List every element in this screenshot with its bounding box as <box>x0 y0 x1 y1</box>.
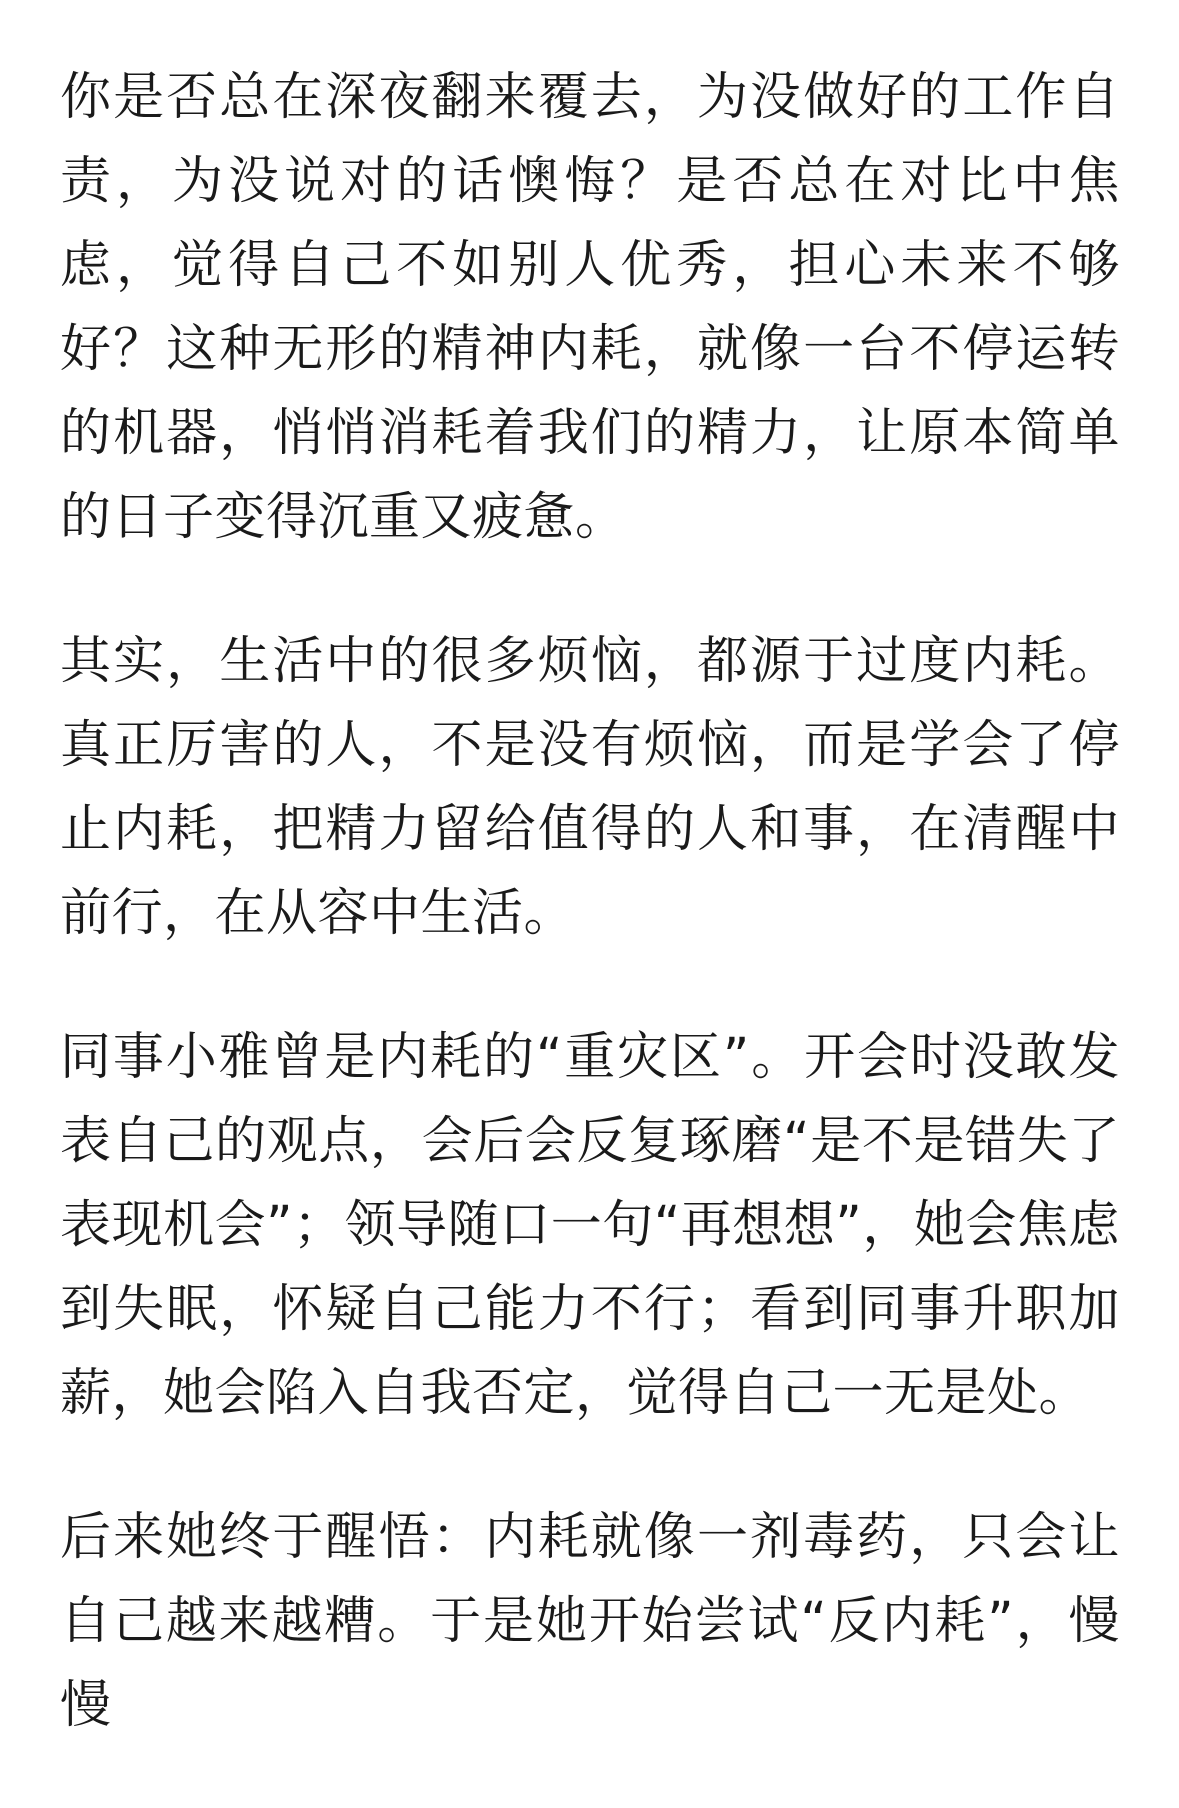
paragraph-4: 后来她终于醒悟：内耗就像一剂毒药，只会让自己越来越糟。于是她开始尝试“反内耗”，慢慢 <box>60 1508 1120 1735</box>
article-body <box>60 56 1120 1808</box>
paragraph-2: 其实，生活中的很多烦恼，都源于过度内耗。真正厉害的人，不是没有烦恼，而是学会了停止内耗，把精力留给值得的人和事，在清醒中前行，在从容中生活。 <box>60 632 1120 943</box>
paragraph-1: 你是否总在深夜翻来覆去，为没做好的工作自责，为没说对的话懊悔？是否总在对比中焦虑，觉得自己不如别人优秀，担心未来不够好？这种无形的精神内耗，就像一台不停运转的机器，悄悄消耗着我们的精力，让原本简单的日子变得沉重又疲惫。 <box>60 68 1120 547</box>
paragraph-3: 同事小雅曾是内耗的“重灾区”。开会时没敢发表自己的观点，会后会反复琢磨“是不是错失了表现机会”；领导随口一句“再想想”，她会焦虑到失眠，怀疑自己能力不行；看到同事升职加薪，她会陷入自我否定，觉得自己一无是处。 <box>60 1028 1120 1423</box>
